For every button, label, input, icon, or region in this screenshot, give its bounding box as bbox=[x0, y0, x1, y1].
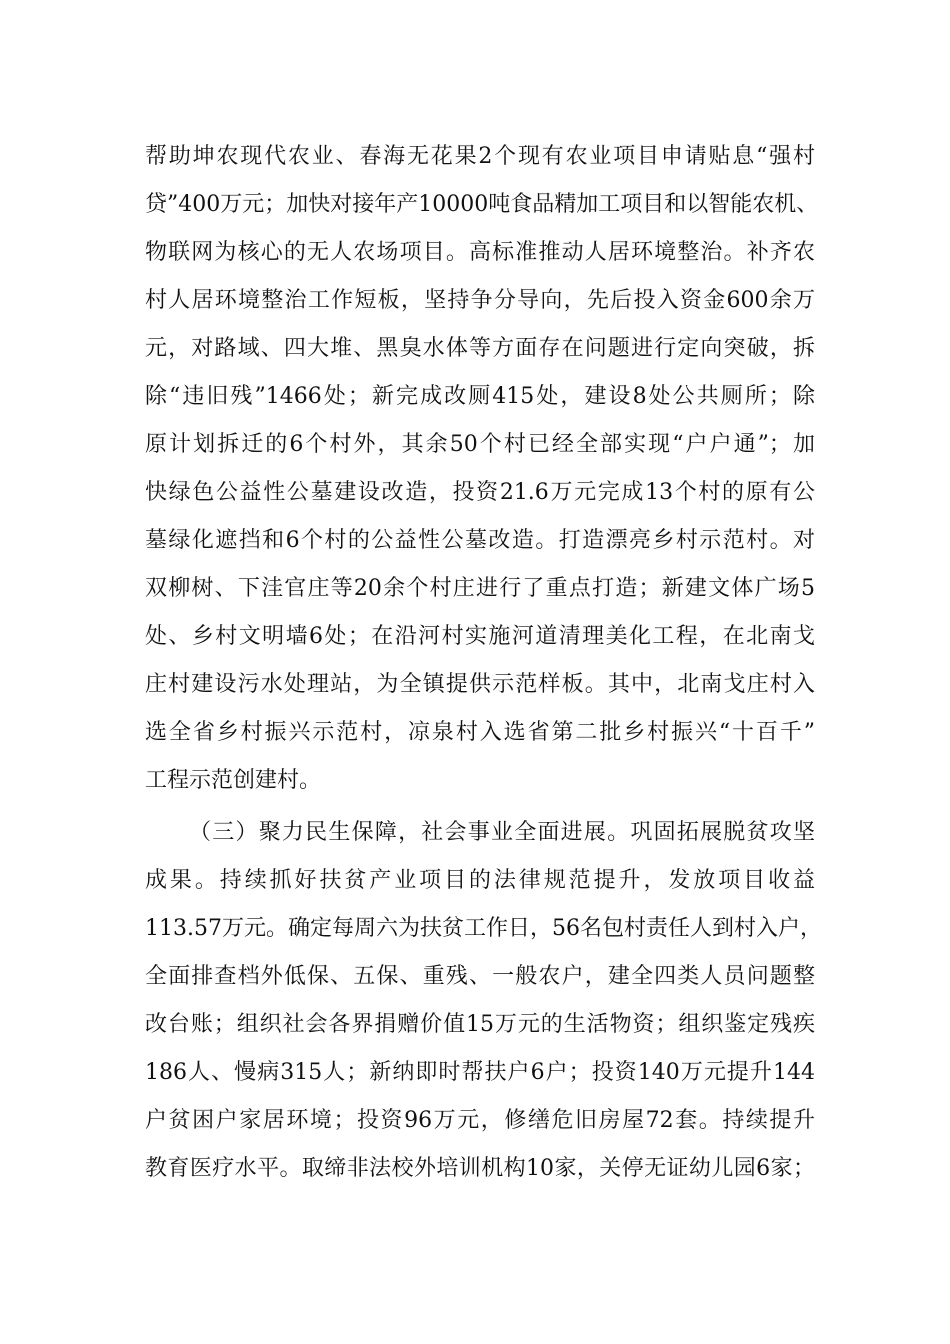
text-line: 186人、慢病315人；新纳即时帮扶户6户；投资140万元提升144 bbox=[145, 1060, 815, 1085]
text-line: 墓绿化遮挡和6个村的公益性公墓改造。打造漂亮乡村示范村。对 bbox=[145, 528, 815, 553]
text-line: 成果。持续抓好扶贫产业项目的法律规范提升，发放项目收益 bbox=[145, 868, 815, 893]
text-line: 全面排查档外低保、五保、重残、一般农户，建全四类人员问题整 bbox=[145, 964, 815, 989]
text-line: 改台账；组织社会各界捐赠价值15万元的生活物资；组织鉴定残疾 bbox=[145, 1012, 815, 1037]
document-body bbox=[145, 133, 822, 1193]
text-line: 双柳树、下洼官庄等20余个村庄进行了重点打造；新建文体广场5 bbox=[145, 576, 815, 601]
text-line: 113.57万元。确定每周六为扶贫工作日，56名包村责任人到村入户， bbox=[145, 916, 822, 941]
section-heading-line: （三）聚力民生保障，社会事业全面进展。巩固拓展脱贫攻坚 bbox=[189, 820, 815, 845]
text-line: 户贫困户家居环境；投资96万元，修缮危旧房屋72套。持续提升 bbox=[145, 1108, 815, 1133]
text-line: 帮助坤农现代农业、春海无花果2个现有农业项目申请贴息“强村 bbox=[145, 144, 815, 169]
paragraph-rural-development bbox=[145, 133, 819, 805]
text-line: 元，对路域、四大堆、黑臭水体等方面存在问题进行定向突破，拆 bbox=[145, 336, 815, 361]
text-line: 教育医疗水平。取缔非法校外培训机构10家，关停无证幼儿园6家； bbox=[145, 1156, 815, 1181]
text-line: 原计划拆迁的6个村外，其余50个村已经全部实现“户户通”；加 bbox=[145, 432, 815, 457]
text-line: 处、乡村文明墙6处；在沿河村实施河道清理美化工程，在北南戈 bbox=[145, 624, 815, 649]
text-line: 贷”400万元；加快对接年产10000吨食品精加工项目和以智能农机、 bbox=[145, 192, 819, 217]
paragraph-livelihood bbox=[145, 809, 822, 1193]
text-line: 物联网为核心的无人农场项目。高标准推动人居环境整治。补齐农 bbox=[145, 240, 815, 265]
text-line: 工程示范创建村。 bbox=[145, 768, 322, 793]
text-line: 庄村建设污水处理站，为全镇提供示范样板。其中，北南戈庄村入 bbox=[145, 672, 815, 697]
text-line: 村人居环境整治工作短板，坚持争分导向，先后投入资金600余万 bbox=[145, 288, 815, 313]
text-line: 除“违旧残”1466处；新完成改厕415处，建设8处公共厕所；除 bbox=[145, 384, 815, 409]
text-line: 快绿色公益性公墓建设改造，投资21.6万元完成13个村的原有公 bbox=[145, 480, 815, 505]
text-line: 选全省乡村振兴示范村，凉泉村入选省第二批乡村振兴“十百千” bbox=[145, 720, 815, 745]
